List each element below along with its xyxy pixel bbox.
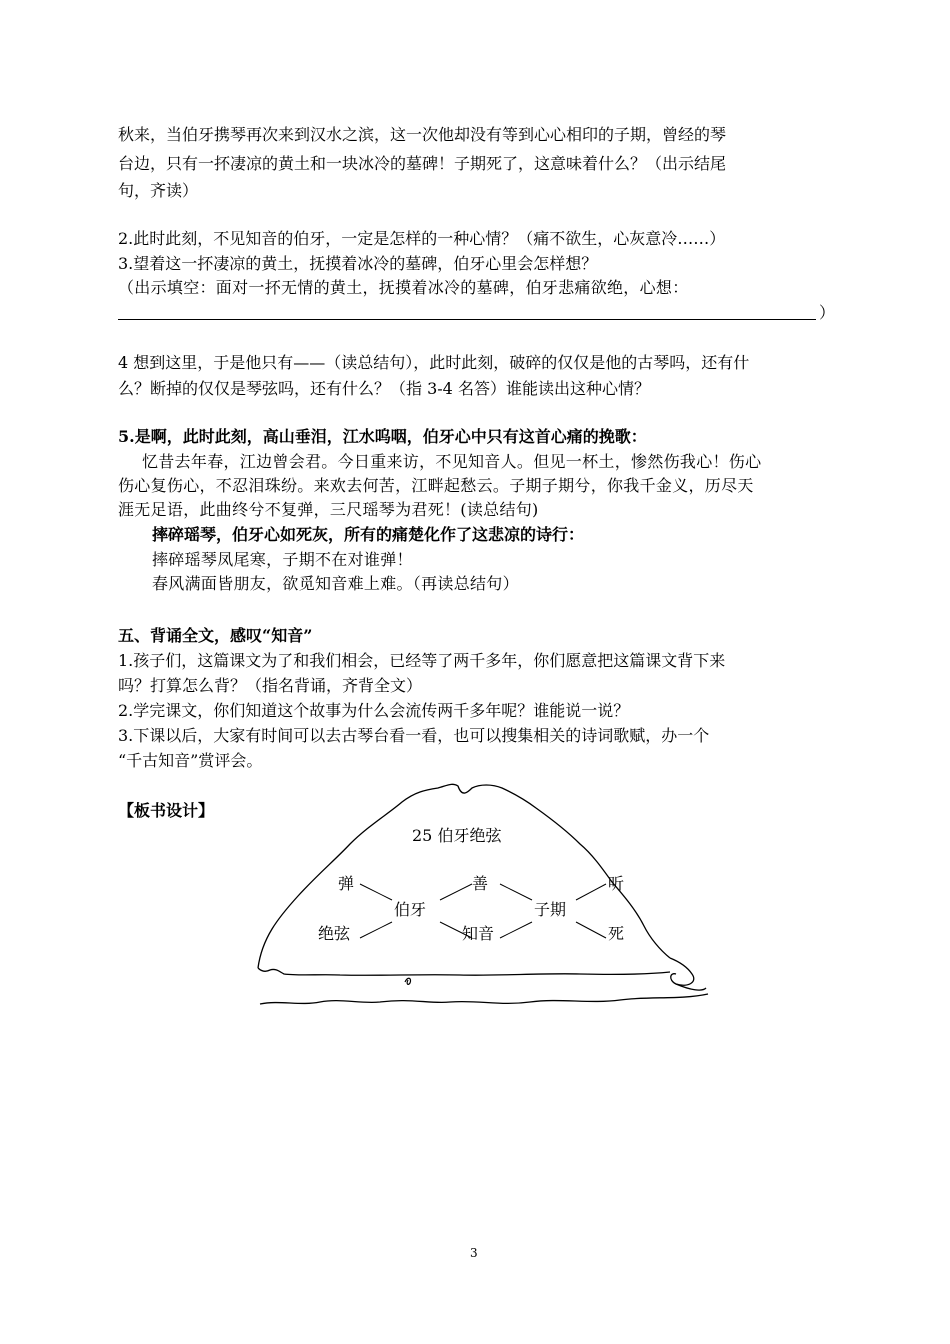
poem-line-1: 忆昔去年春，江边曾会君。今日重来访，不见知音人。但见一杯土，惨然伤我心！伤心	[142, 452, 762, 471]
board-title: 25 伯牙绝弦	[412, 826, 502, 845]
fill-blank-close: ）	[819, 303, 836, 322]
verse-line-2: 春风满面皆朋友，欲觅知音难上难。（再读总结句）	[152, 574, 519, 593]
question-2: 2.此时此刻，不见知音的伯牙，一定是怎样的一种心情？（痛不欲生，心灰意冷……）	[118, 229, 726, 248]
board-right-bottom: 死	[608, 924, 625, 943]
verse-line-1: 摔碎瑶琴凤尾寒，子期不在对谁弹！	[152, 550, 413, 569]
question-3-fill-prompt: （出示填空：面对一抔无情的黄土，抚摸着冰冷的墓碑，伯牙悲痛欲绝，心想：	[118, 278, 689, 297]
section-5-item-2: 2.学完课文，你们知道这个故事为什么会流传两千多年呢？谁能说一说？	[118, 701, 630, 720]
question-5-heading: 5.是啊，此时此刻，高山垂泪，江水呜咽，伯牙心中只有这首心痛的挽歌：	[118, 427, 647, 446]
board-design-label: 【板书设计】	[118, 801, 215, 820]
section-5-item-1b: 吗？打算怎么背？（指名背诵，齐背全文）	[118, 676, 423, 695]
fill-blank-line	[118, 319, 816, 320]
board-center-bottom: 知音	[462, 924, 495, 943]
board-center-right: 子期	[534, 900, 567, 919]
board-center-top: 善	[472, 874, 489, 893]
question-4-line-1: 4 想到这里，于是他只有——（读总结句），此时此刻，破碎的仅仅是他的古琴吗，还有什	[118, 353, 750, 372]
section-5-item-3a: 3.下课以后，大家有时间可以去古琴台看一看，也可以搜集相关的诗词歌赋，办一个	[118, 726, 710, 745]
board-right-top: 听	[608, 874, 625, 893]
question-3: 3.望着这一抔凄凉的黄土，抚摸着冰冷的墓碑，伯牙心里会怎样想？	[118, 254, 598, 273]
page-number: 3	[470, 1246, 478, 1260]
section-5-item-3b: “千古知音”赏评会。	[118, 751, 263, 770]
poem-sub-heading: 摔碎瑶琴，伯牙心如死灰，所有的痛楚化作了这悲凉的诗行：	[152, 525, 585, 544]
poem-line-2: 伤心复伤心，不忍泪珠纷。来欢去何苦，江畔起愁云。子期子期兮，你我千金义，历尽天	[118, 476, 754, 495]
section-5-heading: 五、背诵全文，感叹“知音”	[118, 626, 313, 645]
intro-line-2: 台边，只有一抔凄凉的黄土和一块冰冷的墓碑！子期死了，这意味着什么？（出示结尾	[118, 154, 727, 173]
mountain-outline	[240, 778, 740, 1018]
intro-line-3: 句，齐读）	[118, 181, 199, 200]
section-5-item-1a: 1.孩子们，这篇课文为了和我们相会，已经等了两千多年，你们愿意把这篇课文背下来	[118, 651, 726, 670]
intro-line-1: 秋来，当伯牙携琴再次来到汉水之滨，这一次他却没有等到心心相印的子期，曾经的琴	[118, 125, 727, 144]
board-left-top: 弹	[338, 874, 355, 893]
question-4-line-2: 么？断掉的仅仅是琴弦吗，还有什么？（指 3-4 名答）谁能读出这种心情？	[118, 379, 650, 398]
board-center-left: 伯牙	[394, 900, 427, 919]
poem-line-3: 涯无足语，此曲终兮不复弹，三尺瑶琴为君死！(读总结句)	[118, 500, 539, 519]
board-left-bottom: 绝弦	[318, 924, 351, 943]
board-diagram	[240, 778, 740, 1018]
